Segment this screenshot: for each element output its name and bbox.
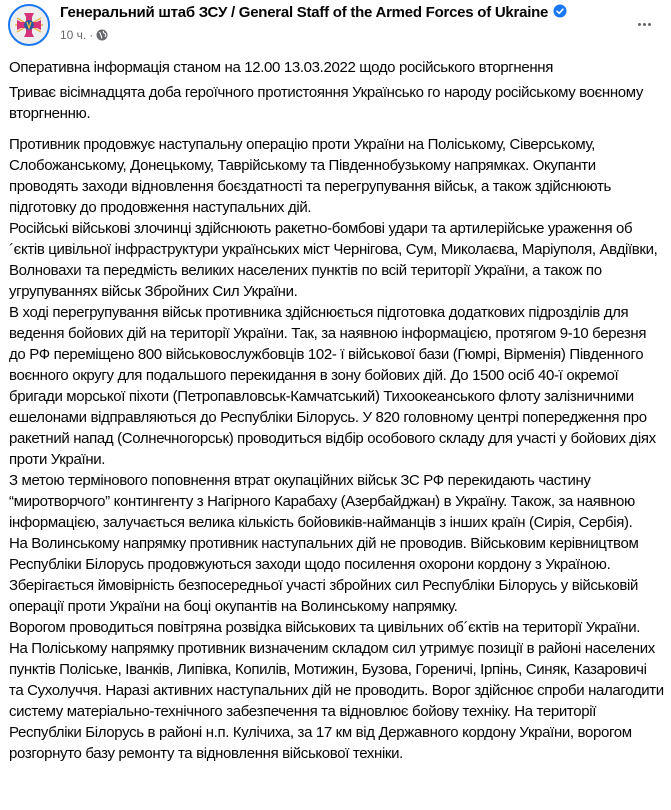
post-meta <box>60 28 108 42</box>
post-body <box>9 57 664 764</box>
post-paragraph: Противник продовжує наступальну операцію проти України на Поліському, Сіверському, Слобожанському, Донецькому, Таврійському та Південнобузькому напрямках. Окупанти проводять заходи відновлення боєздатності та перегрупування військ, а також здійснюють підготовку до продовження наступальних дій. <box>9 136 611 216</box>
post-paragraph: Російські військові злочинці здійснюють ракетно-бомбові удари та артилерійське ураження об´єктів цивільної інфраструктури українських міст Чернігова, Сум, Миколаєва, Маріуполя, Авдіївки, Волновахи та передмість великих населених пунктів по всій території України, а також по угрупуваннях військ Збройних Сил України. <box>9 220 658 300</box>
post-paragraph: З метою термінового поповнення втрат окупаційних військ ЗС РФ перекидають частину “миротворчого” контингенту з Нагірного Карабаху (Азербайджан) в Україну. Також, за наявною інформацією, залучається велика кількість бойовиків-найманців з інших країн (Сирія, Сербія). <box>9 472 635 531</box>
meta-separator: · <box>89 28 94 42</box>
post-paragraph: В ході перегрупування військ противника здійснюється підготовка додаткових підрозділів для ведення бойових дій на території України. Так, за наявною інформацією, протягом 9-10 березня до РФ переміщено 800 військовослужбовців 102- ї військової бази (Гюмрі, Вірменія) Південного воєнного округу для подальшого перекидання в зону бойових дій. До 1500 осіб 40-ї окремої бригади морської піхоти (Петропавловськ-Камчатський) Тихоокеанського флоту залізничними ешелонами відправляються до Республіки Білорусь. У 820 головному центрі попередження про ракетний напад (Солнечногорськ) проводиться відбір особового складу для участі у бойових діях проти України. <box>9 304 656 468</box>
more-options-icon-dot <box>638 23 641 26</box>
post-paragraph: Триває вісімнадцята доба героїчного протистояння Українсько го народу російському воєнному вторгненню. <box>9 84 644 122</box>
post-paragraph: Ворогом проводиться повітряна розвідка військових та цивільних об´єктів на території України. <box>9 619 641 636</box>
verified-badge-icon <box>553 4 567 18</box>
more-options-icon-dot <box>643 23 646 26</box>
author-name-text[interactable]: Генеральний штаб ЗСУ / General Staff of the Armed Forces of Ukraine <box>60 4 549 21</box>
author-name[interactable] <box>60 4 567 21</box>
more-options-icon-dot <box>648 23 651 26</box>
post-paragraph: На Поліському напрямку противник визначеним складом сил утримує позиції в районі населених пунктів Поліське, Іванків, Липівка, Копилів, Мотижин, Бузова, Гореничі, Ірпінь, Синяк, Казаровичі та Сухолуччя. Наразі активних наступальних дій не проводить. Ворог здійснює спроби налагодити систему матеріально-технічного забезпечення та відновлює бойову техніку. На території Республіки Білорусь в районі н.п. Кулічиха, за 17 км від Державного кордону України, ворогом розгорнуто базу ремонту та відновлення військової техніки. <box>9 640 664 762</box>
armed-forces-emblem-icon <box>10 6 48 44</box>
globe-icon[interactable] <box>96 29 108 41</box>
post-paragraph-title: Оперативна інформація станом на 12.00 13.03.2022 щодо російського вторгнення <box>9 59 553 76</box>
more-options-button[interactable] <box>632 14 656 34</box>
post-timestamp[interactable]: 10 ч. <box>60 28 87 42</box>
post-header <box>0 0 671 50</box>
post-paragraph: На Волинському напрямку противник наступальних дій не проводив. Військовим керівництвом Республіки Білорусь продовжуються заходи щодо посилення охорони кордону з Україною. Зберігається ймовірність безпосередньої участі збройних сил Республіки Білорусь у військовій операції проти України на боці окупантів на Волинському напрямку. <box>9 535 639 615</box>
avatar[interactable] <box>8 4 50 46</box>
